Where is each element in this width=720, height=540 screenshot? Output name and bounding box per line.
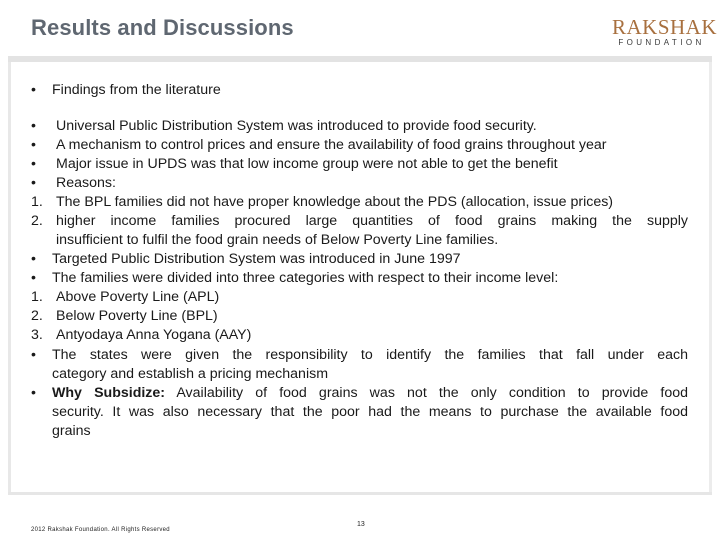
number-marker: 1. [31,194,43,210]
bullet-marker: • [31,82,36,98]
list-item-text: Antyodaya Anna Yogana (AAY) [56,327,252,343]
page-number: 13 [357,521,365,528]
number-marker: 2. [31,213,43,229]
logo-subtitle: FOUNDATION [618,38,705,47]
bullet-marker: • [31,251,36,267]
bullet-marker: • [31,270,36,286]
bullet-marker: • [31,175,36,191]
bullet-marker: • [31,118,36,134]
bullet-marker: • [31,347,36,363]
list-item-text: The BPL families did not have proper knowledge about the PDS (allocation, issue prices) [56,194,614,210]
list-item-text: security. It was also necessary that the poor had the means to purchase the available food [52,404,688,420]
list-item-text: Universal Public Distribution System was introduced to provide food security. [56,118,537,134]
frame-bottom [8,492,712,495]
bullet-marker: • [31,385,36,401]
bullet-marker: • [31,156,36,172]
list-item-text: The states were given the responsibility to identify the families that fall under each [52,347,688,363]
list-item-text: The families were divided into three categories with respect to their income level: [52,270,559,286]
logo-wordmark: RAKSHAK [612,15,718,39]
list-item-text [52,384,688,403]
emphasis-text: Why Subsidize: [52,385,166,401]
list-item-text: higher income families procured large quantities of food grains making the supply [56,213,688,229]
list-item-text: Targeted Public Distribution System was introduced in June 1997 [52,251,461,267]
frame-right [709,62,712,494]
list-item-text: Above Poverty Line (APL) [56,289,220,305]
heading-text: Findings from the literature [52,82,221,98]
list-item-text: Reasons: [56,175,116,191]
number-marker: 2. [31,308,43,324]
bullet-marker: • [31,137,36,153]
list-item-text: Below Poverty Line (BPL) [56,308,218,324]
number-marker: 1. [31,289,43,305]
list-item-text-rest: Availability of food grains was not the only condition to provide food [165,385,688,401]
footer-copyright: 2012 Rakshak Foundation. All Rights Reserved [31,527,170,533]
list-item-text: A mechanism to control prices and ensure the availability of food grains throughout year [56,137,607,153]
list-item-text: insufficient to fulfil the food grain needs of Below Poverty Line families. [56,232,499,248]
list-item-text: category and establish a pricing mechanism [52,366,329,382]
header-divider [8,56,712,62]
frame-left [8,62,11,494]
list-item-text: Major issue in UPDS was that low income group were not able to get the benefit [56,156,558,172]
number-marker: 3. [31,327,43,343]
rakshak-logo [612,15,718,48]
list-item-text: grains [52,423,91,439]
page-title: Results and Discussions [31,15,294,40]
